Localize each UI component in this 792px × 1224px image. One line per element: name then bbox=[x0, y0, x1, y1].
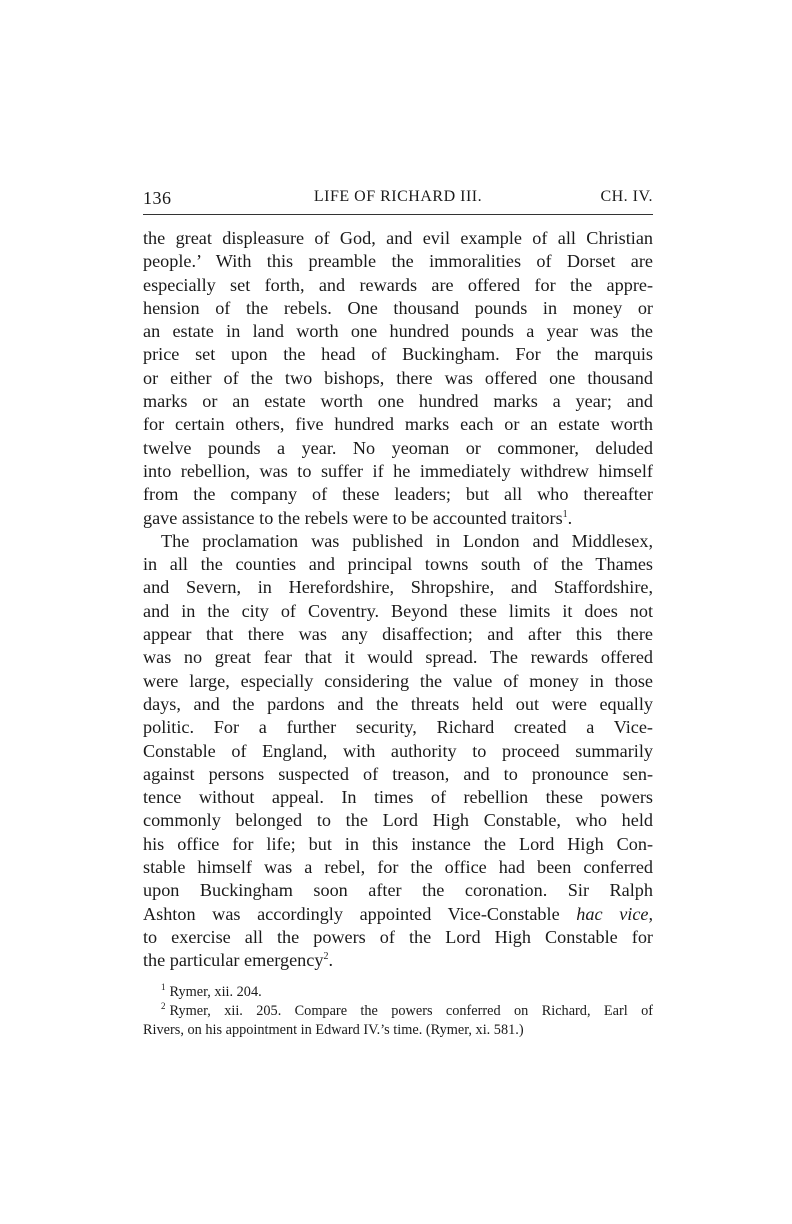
text-line: into rebellion, was to suffer if he immediately withdrew himself bbox=[143, 460, 653, 481]
chapter-label: CH. IV. bbox=[600, 188, 653, 205]
footnotes bbox=[143, 983, 653, 1040]
text-line: people.’ With this preamble the immoralities of Dorset are bbox=[143, 251, 653, 272]
text-line: and Severn, in Herefordshire, Shropshire, and Staffordshire, bbox=[143, 577, 653, 598]
text-line: Constable of England, with authority to proceed summarily bbox=[143, 740, 653, 761]
text-line: were large, especially considering the value of money in those bbox=[143, 670, 653, 691]
text-line: twelve pounds a year. No yeoman or commoner, deluded bbox=[143, 437, 653, 458]
text-line: politic. For a further security, Richard created a Vice- bbox=[143, 717, 653, 738]
text-line: his office for life; but in this instance the Lord High Con- bbox=[143, 833, 653, 854]
text-line: and in the city of Coventry. Beyond these limits it does not bbox=[143, 600, 653, 621]
text-line: or either of the two bishops, there was offered one thousand bbox=[143, 367, 653, 388]
paragraph-1 bbox=[143, 227, 653, 530]
text-line: stable himself was a rebel, for the office had been conferred bbox=[143, 857, 653, 878]
text-line bbox=[143, 949, 653, 972]
footnote-2 bbox=[143, 1002, 653, 1021]
text-fragment: . bbox=[328, 950, 333, 971]
text-line: to exercise all the powers of the Lord High Constable for bbox=[143, 926, 653, 947]
text-fragment: Ashton was accordingly appointed Vice-Constable bbox=[143, 903, 560, 924]
footnote-number: 1 bbox=[161, 981, 166, 992]
text-line: an estate in land worth one hundred pounds a year was the bbox=[143, 321, 653, 342]
text-fragment: the particular emergency bbox=[143, 950, 324, 971]
text-line: hension of the rebels. One thousand pounds in money or bbox=[143, 297, 653, 318]
footnote-2-continuation: Rivers, on his appointment in Edward IV.’s time. (Rymer, xi. 581.) bbox=[143, 1021, 524, 1038]
body-text bbox=[143, 227, 653, 973]
text-line: appear that there was any disaffection; and after this there bbox=[143, 624, 653, 645]
book-page bbox=[143, 188, 653, 1040]
footnote-reference-1: 1 bbox=[562, 508, 568, 520]
paragraph-2 bbox=[143, 530, 653, 973]
text-line: days, and the pardons and the threats held out were equally bbox=[143, 693, 653, 714]
text-line: for certain others, five hundred marks each or an estate worth bbox=[143, 414, 653, 435]
text-line bbox=[143, 903, 653, 926]
text-line: upon Buckingham soon after the coronation. Sir Ralph bbox=[143, 880, 653, 901]
page-number: 136 bbox=[143, 188, 172, 208]
text-line: especially set forth, and rewards are offered for the appre- bbox=[143, 274, 653, 295]
footnote-1 bbox=[143, 983, 653, 1002]
text-line: was no great fear that it would spread. The rewards offered bbox=[143, 647, 653, 668]
footnote-text: Rymer, xii. 205. Compare the powers conferred on Richard, Earl of bbox=[169, 1002, 653, 1019]
text-line: tence without appeal. In times of rebellion these powers bbox=[143, 787, 653, 808]
italic-phrase: hac vice, bbox=[576, 903, 654, 924]
footnote-text: Rymer, xii. 204. bbox=[169, 983, 262, 1000]
text-line: The proclamation was published in London and Middlesex, bbox=[161, 530, 653, 551]
text-line: in all the counties and principal towns south of the Thames bbox=[143, 554, 653, 575]
footnote-number: 2 bbox=[161, 1000, 166, 1011]
header-rule bbox=[143, 214, 653, 215]
running-head bbox=[143, 188, 653, 212]
running-title: LIFE OF RICHARD III. bbox=[313, 188, 483, 205]
text-line: from the company of these leaders; but all who thereafter bbox=[143, 484, 653, 505]
text-line: price set upon the head of Buckingham. For the marquis bbox=[143, 344, 653, 365]
text-line: commonly belonged to the Lord High Constable, who held bbox=[143, 810, 653, 831]
text-line: the great displeasure of God, and evil example of all Christian bbox=[143, 228, 653, 248]
text-fragment: gave assistance to the rebels were to be accounted traitors bbox=[143, 507, 563, 528]
footnote-reference-2: 2 bbox=[323, 951, 329, 963]
text-line: gave assistance to the rebels were to be accounted traitors$^1$. bbox=[143, 507, 573, 528]
text-line: against persons suspected of treason, and to pronounce sen- bbox=[143, 763, 653, 784]
text-line: marks or an estate worth one hundred marks a year; and bbox=[143, 391, 653, 412]
